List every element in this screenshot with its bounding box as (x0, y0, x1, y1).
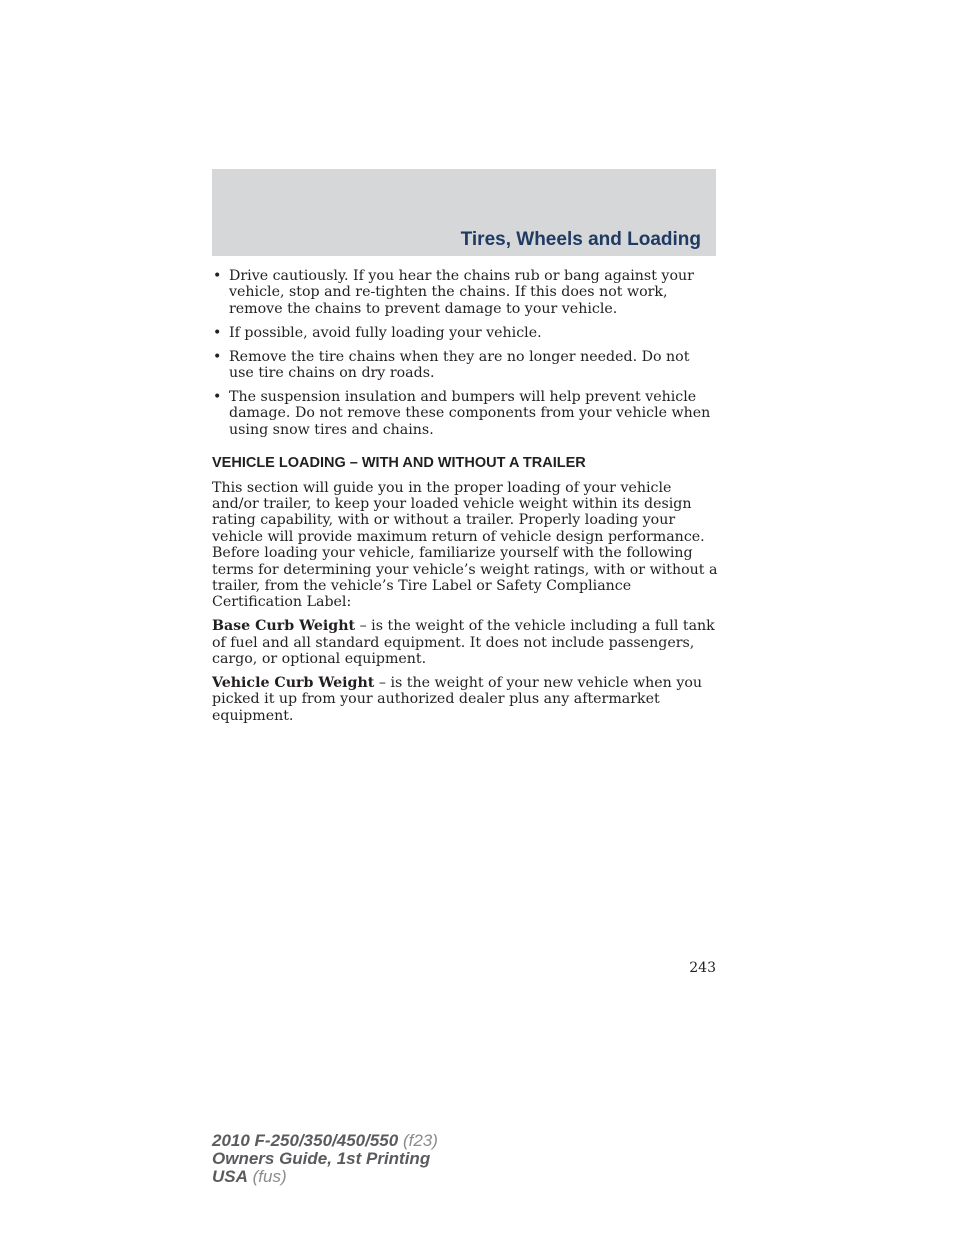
definition-term: Vehicle Curb Weight (212, 675, 375, 692)
list-item (212, 349, 718, 382)
bullet-icon: • (213, 268, 222, 284)
list-item (212, 268, 718, 317)
footer-market: USA (212, 1167, 248, 1186)
list-item-text: The suspension insulation and bumpers will help prevent vehicle damage. Do not remove these components from your vehicle when using snow tires and chains. (229, 388, 711, 438)
page-number: 243 (689, 960, 716, 976)
definition-text: – is the weight of the vehicle including a full tank of fuel and all standard equipment. It does not include passengers, cargo, or optional equipment. (212, 618, 715, 668)
footer-model: 2010 F-250/350/450/550 (212, 1131, 399, 1150)
list-item (212, 389, 718, 438)
list-item (212, 325, 718, 341)
footer-line-model (212, 1132, 438, 1150)
bullet-icon: • (213, 348, 222, 365)
footer-edition: Owners Guide, 1st Printing (212, 1149, 431, 1168)
bullet-icon: • (213, 324, 222, 341)
list-item-text: Drive cautiously. If you hear the chains rub or bang against your vehicle, stop and re-tighten the chains. If this does not work, remove the chains to prevent damage to your vehicle. (229, 268, 694, 317)
header-band (212, 169, 716, 256)
bullet-icon: • (213, 388, 222, 405)
bullet-list (212, 268, 718, 438)
definition-text: – is the weight of your new vehicle when you picked it up from your authorized dealer plus any aftermarket equipment. (212, 675, 703, 724)
section-heading: VEHICLE LOADING – WITH AND WITHOUT A TRAILER (212, 455, 586, 472)
list-item-text: Remove the tire chains when they are no longer needed. Do not use tire chains on dry roads. (229, 348, 690, 382)
page-content (212, 268, 718, 732)
footer-model-code: (f23) (398, 1131, 438, 1150)
intro-paragraph: This section will guide you in the proper loading of your vehicle and/or trailer, to keep your loaded vehicle weight within its design rating capability, with or without a trailer. Properly loading your vehicle will provide maximum return of vehicle design performance. Before loading your vehicle, familiarize yourself with the following terms for determining your vehicle’s weight ratings, with or without a trailer, from the vehicle’s Tire Label or Safety Compliance Certification Label: (212, 479, 718, 611)
footer-line-market (212, 1168, 438, 1186)
footer (212, 1132, 438, 1186)
definition-term: Base Curb Weight (212, 618, 356, 635)
footer-line-edition (212, 1150, 438, 1168)
definition-base-curb-weight (212, 618, 718, 667)
list-item-text: If possible, avoid fully loading your vehicle. (229, 324, 542, 341)
section-title: Tires, Wheels and Loading (460, 229, 701, 250)
footer-market-code: (fus) (247, 1167, 287, 1186)
definition-vehicle-curb-weight (212, 675, 718, 724)
